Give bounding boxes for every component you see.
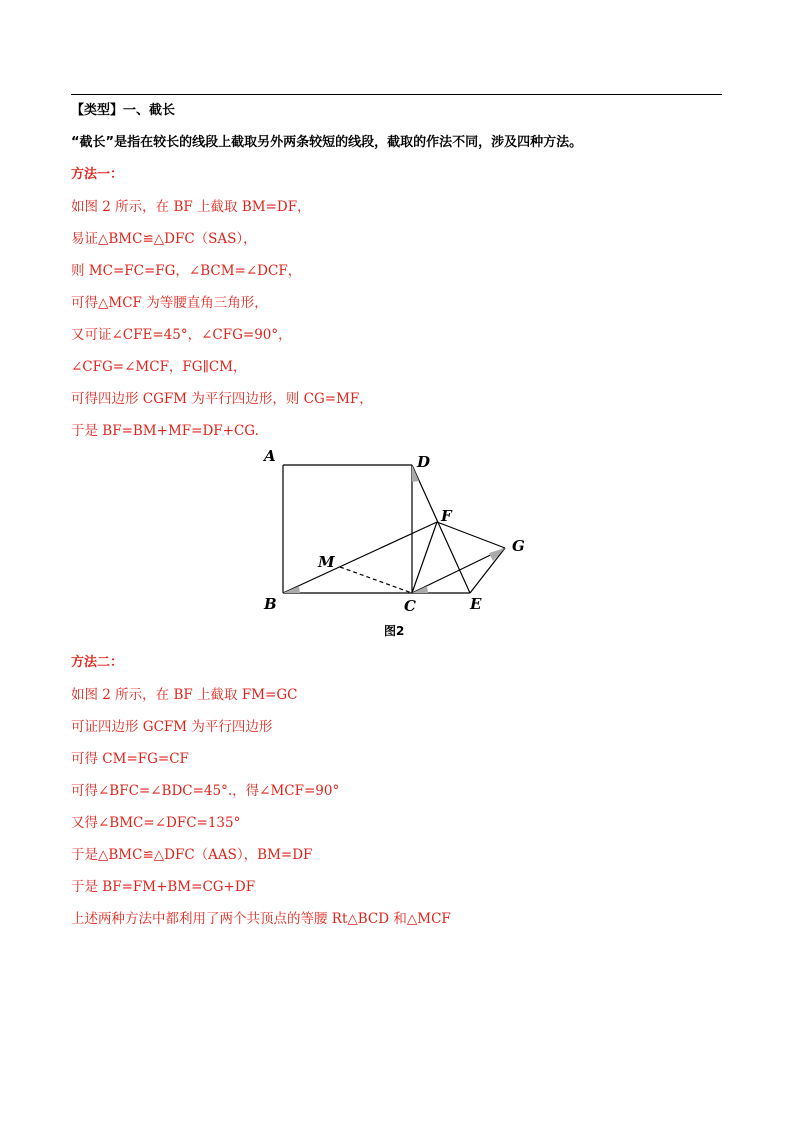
header-rule: [71, 94, 722, 95]
label-e: E: [470, 595, 482, 613]
method1-line: 则 MC=FC=FG，∠BCM=∠DCF，: [71, 263, 302, 279]
label-b: B: [264, 595, 277, 613]
method1-line: ∠CFG=∠MCF，FG∥CM，: [71, 359, 247, 375]
method1-line: 易证△BMC≌△DFC（SAS），: [71, 231, 257, 247]
label-g: G: [512, 537, 525, 555]
method1-line: 于是 BF=BM+MF=DF+CG.: [71, 423, 259, 439]
method1-title: 方法一：: [71, 167, 124, 182]
section-title: 【类型】一、截长: [71, 103, 176, 118]
method2-line: 可得 CM=FG=CF: [71, 751, 189, 767]
angle-mark-b: [283, 586, 300, 593]
method2-line: 可得∠BFC=∠BDC=45°.，得∠MCF=90°: [71, 783, 340, 799]
method2-line: 于是 BF=FM+BM=CG+DF: [71, 879, 256, 895]
method1-line: 可得四边形 CGFM 为平行四边形，则 CG=MF，: [71, 391, 373, 407]
method2-line: 上述两种方法中都利用了两个共顶点的等腰 Rt△BCD 和△MCF: [71, 911, 451, 927]
method1-line: 如图 2 所示，在 BF 上截取 BM=DF，: [71, 199, 311, 215]
method2-line: 于是△BMC≌△DFC（AAS），BM=DF: [71, 847, 313, 863]
segment-mc-dashed: [340, 567, 412, 593]
segment-eg: [470, 548, 505, 593]
label-a: A: [264, 447, 276, 465]
label-f: F: [441, 507, 452, 525]
figure-caption: 图2: [384, 624, 405, 638]
segment-bf: [283, 522, 437, 593]
method2-title: 方法二：: [71, 655, 124, 670]
label-m: M: [318, 553, 335, 571]
method2-line: 可证四边形 GCFM 为平行四边形: [71, 719, 273, 735]
intro-text: “截长”是指在较长的线段上截取另外两条较短的线段，截取的作法不同，涉及四种方法。: [71, 135, 583, 150]
geometry-figure: [254, 444, 544, 644]
method2-line: 如图 2 所示，在 BF 上截取 FM=GC: [71, 687, 298, 703]
method2-line: 又得∠BMC=∠DFC=135°: [71, 815, 241, 831]
label-d: D: [417, 453, 431, 471]
label-c: C: [404, 597, 416, 615]
method1-line: 又可证∠CFE=45°，∠CFG=90°，: [71, 327, 292, 343]
method1-line: 可得△MCF 为等腰直角三角形，: [71, 295, 268, 311]
